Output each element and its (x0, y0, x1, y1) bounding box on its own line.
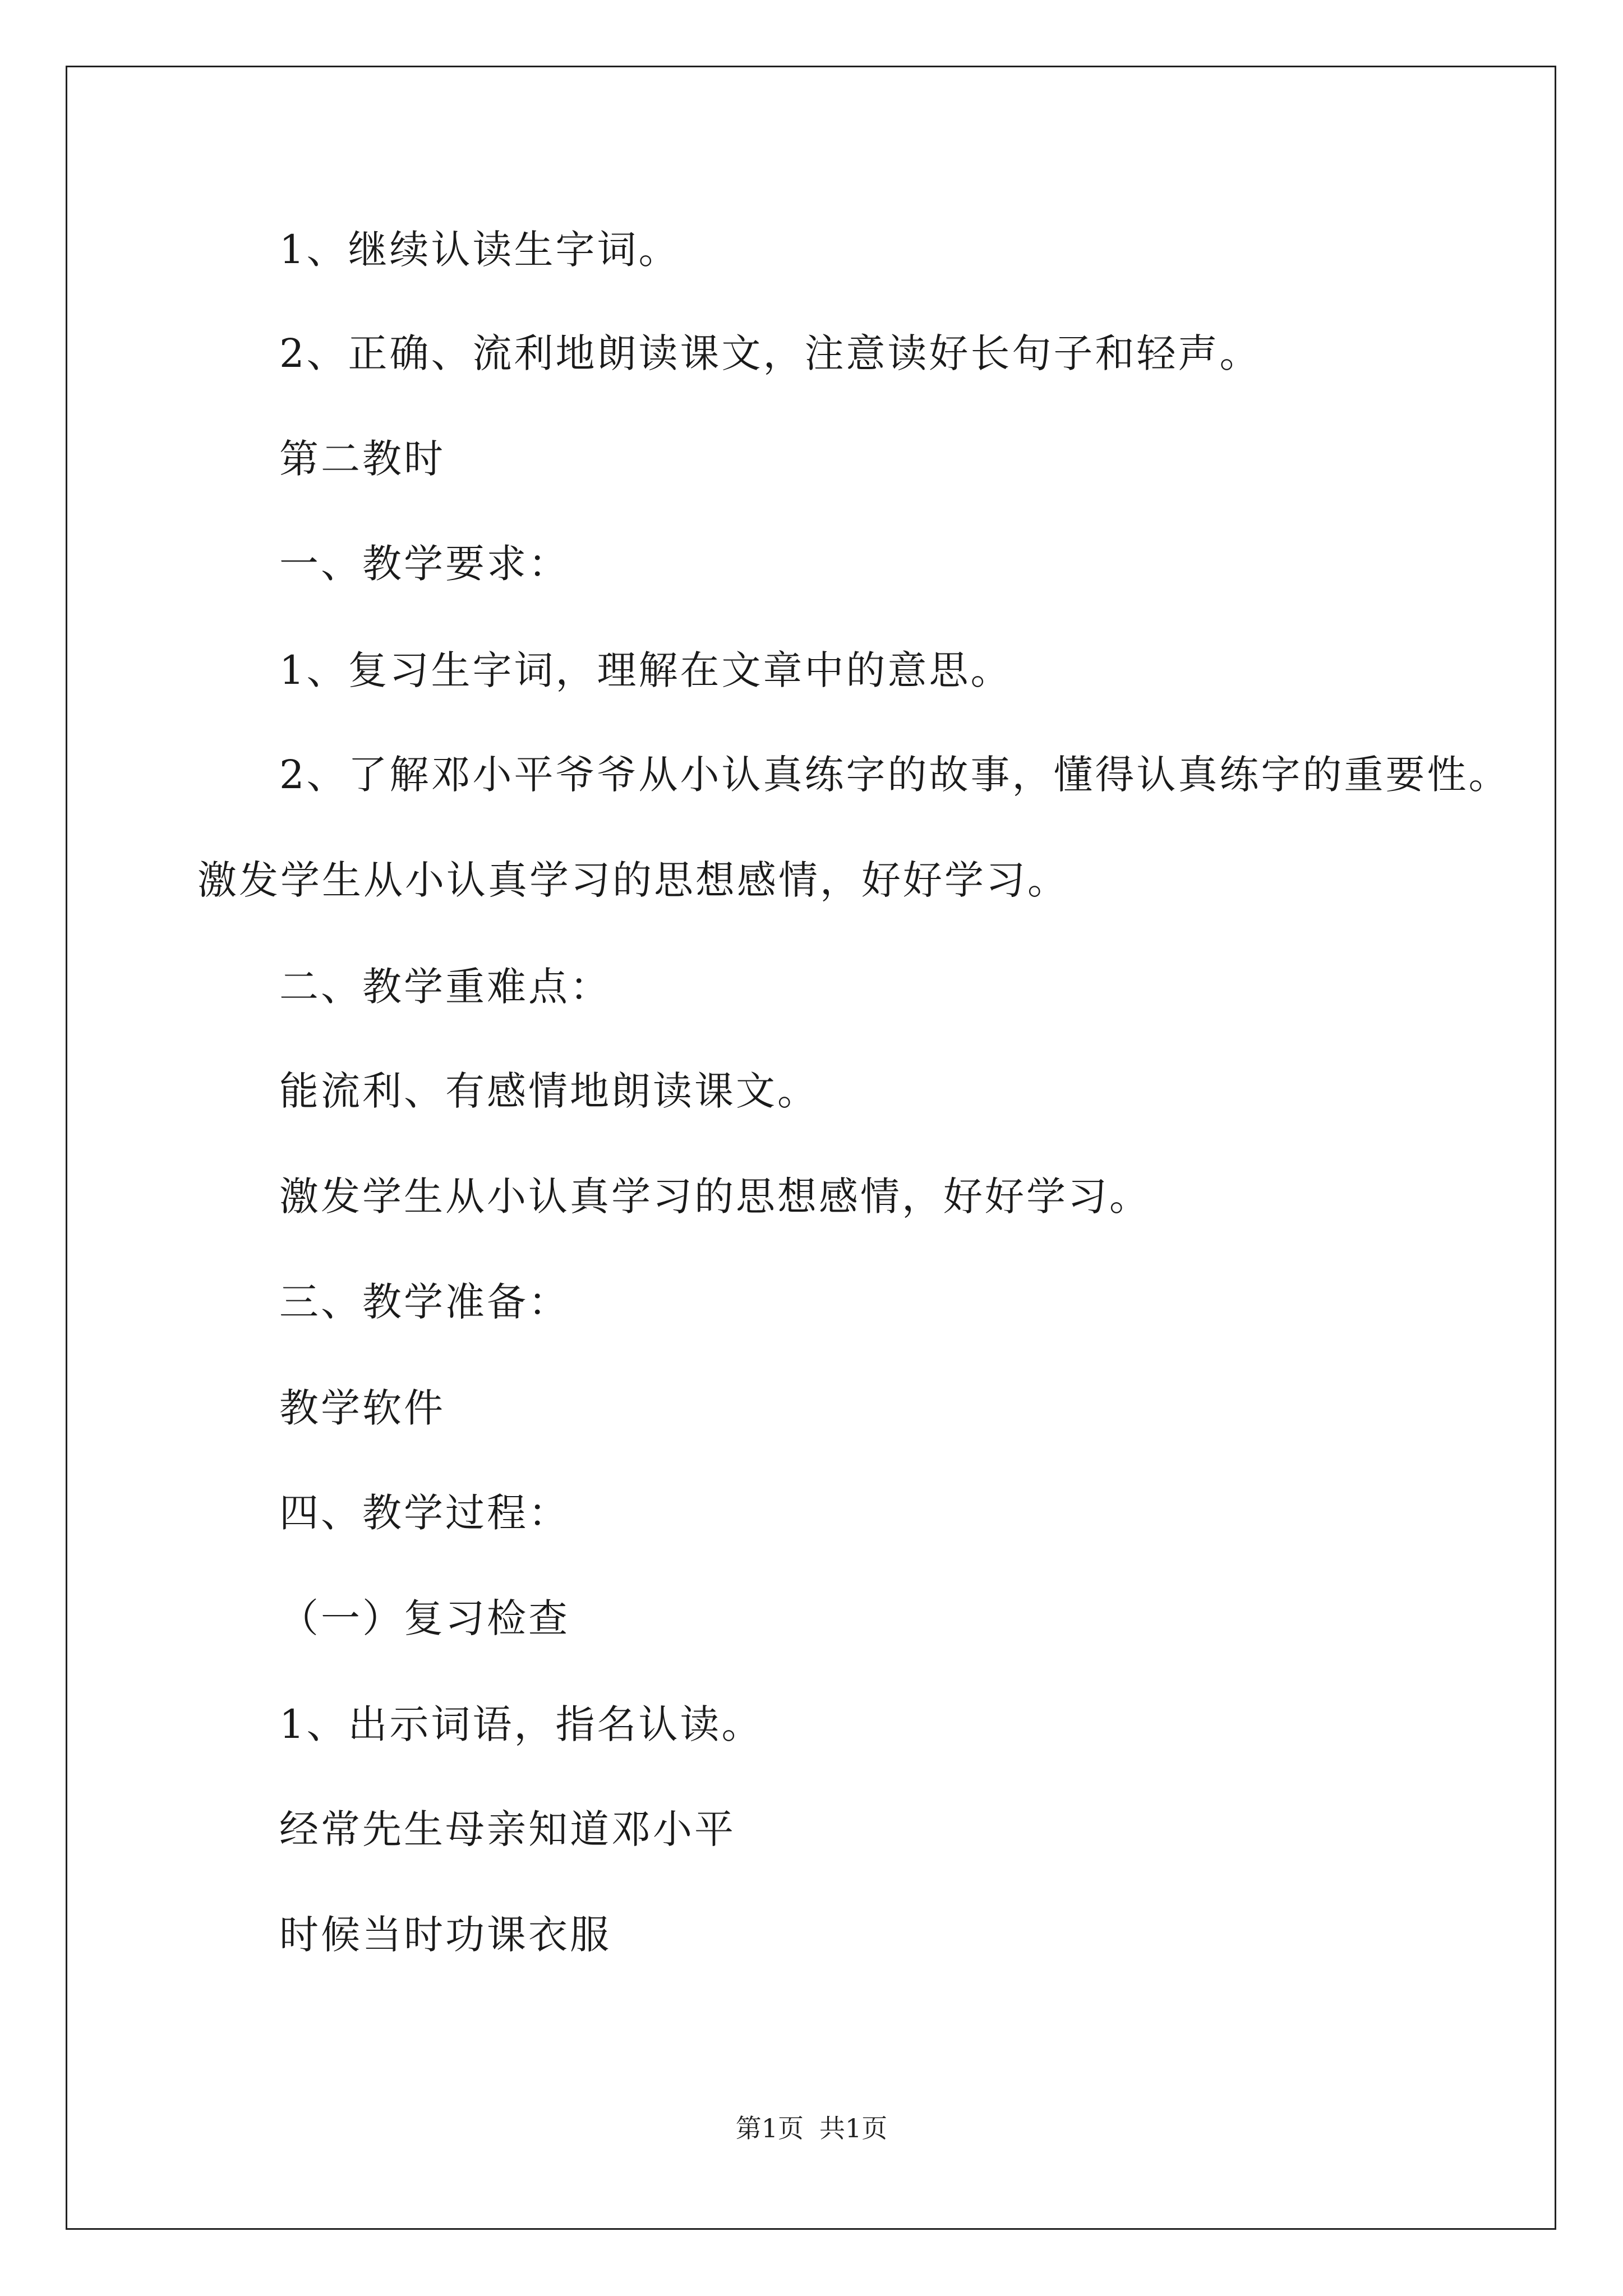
word-list: 经常先生母亲知道邓小平 (279, 1806, 736, 1852)
section-heading: 一、教学要求： (279, 541, 570, 587)
section-heading: 二、教学重难点： (279, 964, 611, 1010)
text-line-continuation: 激发学生从小认真学习的思想感情，好好学习。 (197, 857, 1069, 903)
text-line: 2、正确、流利地朗读课文，注意读好长句子和轻声。 (279, 330, 1261, 376)
word-list: 时候当时功课衣服 (279, 1912, 611, 1958)
page-number-total: 共1页 (819, 2113, 888, 2143)
text-line: 1、复习生字词，理解在文章中的意思。 (279, 647, 1012, 693)
section-heading: 第二教时 (279, 436, 445, 482)
subsection-heading: （一）复习检查 (279, 1595, 570, 1641)
page-number-current: 第1页 (735, 2113, 804, 2143)
text-line: 教学软件 (279, 1385, 445, 1431)
section-heading: 四、教学过程： (279, 1490, 570, 1536)
text-line: 2、了解邓小平爷爷从小认真练字的故事，懂得认真练字的重要性。 (279, 752, 1510, 798)
page-footer (0, 2111, 1623, 2145)
text-line: 激发学生从小认真学习的思想感情，好好学习。 (279, 1174, 1151, 1220)
text-line: 能流利、有感情地朗读课文。 (279, 1068, 819, 1114)
section-heading: 三、教学准备： (279, 1279, 570, 1325)
text-line: 1、继续认读生字词。 (279, 227, 680, 273)
text-line: 1、出示词语，指名认读。 (279, 1701, 763, 1747)
